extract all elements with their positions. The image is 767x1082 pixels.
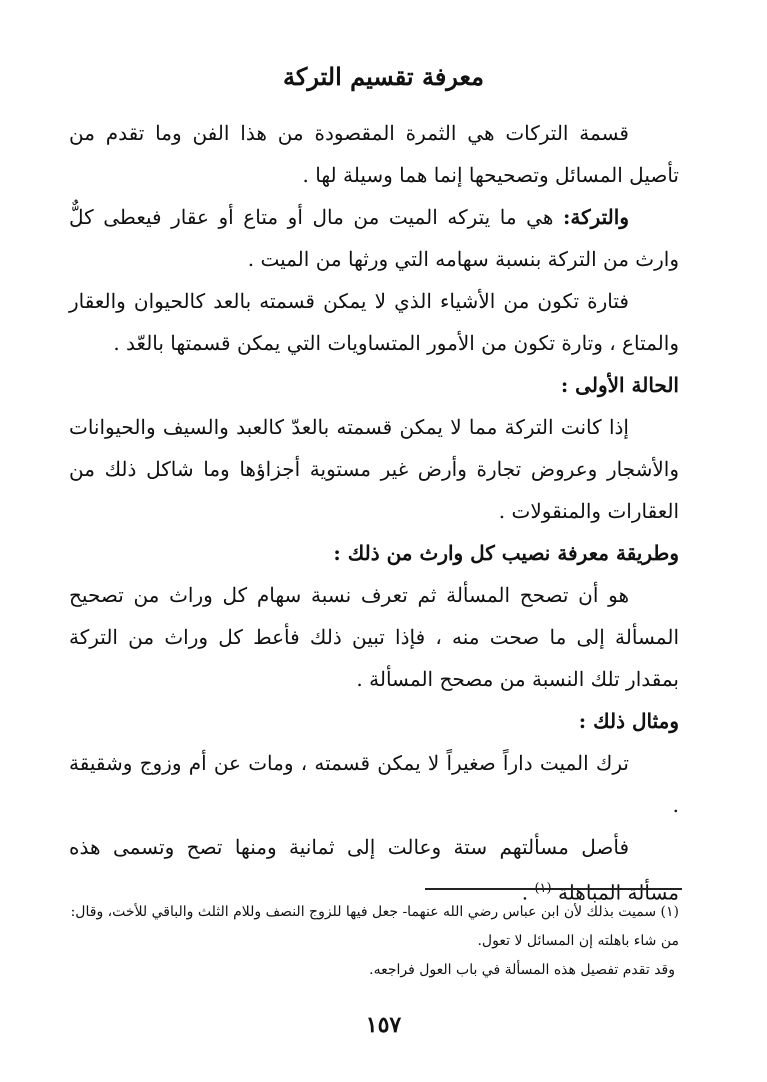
footnotes xyxy=(69,898,679,985)
paragraph-example: ترك الميت داراً صغيراً لا يمكن قسمته ، ومات عن أم وزوج وشقيقة . xyxy=(69,751,679,817)
paragraph-types: فتارة تكون من الأشياء الذي لا يمكن قسمته بالعد كالحيوان والعقار والمتاع ، وتارة تكون من الأمور المتساويات التي يمكن قسمتها بالعّد . xyxy=(69,289,679,355)
heading-example: ومثال ذلك : xyxy=(578,709,679,733)
term-label: والتركة: xyxy=(562,205,629,229)
paragraph-method: هو أن تصحح المسألة ثم تعرف نسبة سهام كل وراث من تصحيح المسألة إلى ما صحت منه ، فإذا تبين ذلك فأعط كل وراث من التركة بمقدار تلك النسبة من مصحح المسألة . xyxy=(69,583,679,691)
paragraph-intro: قسمة التركات هي الثمرة المقصودة من هذا الفن وما تقدم من تأصيل المسائل وتصحيحها إنما هما وسيلة لها . xyxy=(69,121,679,187)
paragraph-tarika-definition xyxy=(69,196,679,280)
heading-method: وطريقة معرفة نصيب كل وارث من ذلك : xyxy=(333,541,679,565)
page-title: معرفة تقسيم التركة xyxy=(283,62,484,91)
page-number: ١٥٧ xyxy=(365,1012,402,1038)
heading-first-case: الحالة الأولى : xyxy=(560,373,679,397)
term-definition: هي ما يتركه الميت من مال أو متاع أو عقار فيعطى كلٌّ وارث من التركة بنسبة سهامه التي ورثها من الميت . xyxy=(69,205,679,271)
mubahala-text: فأصل مسألتهم ستة وعالت إلى ثمانية ومنها تصح وتسمى هذه مسألة المباهلة xyxy=(69,835,679,905)
footnote-reference: (١) xyxy=(534,881,552,896)
paragraph-first-case: إذا كانت التركة مما لا يمكن قسمته بالعدّ كالعبد والسيف والحيوانات والأشجار وعروض تجارة وأرض غير مستوية أجزاؤها وما شاكل ذلك من العقارات والمنقولات . xyxy=(69,415,679,523)
footnote-1: (١) سميت بذلك لأن ابن عباس رضي الله عنهما- جعل فيها للزوج النصف وللام الثلث والباقي للأخت، وقال: من شاء باهلته إن المسائل لا تعول. xyxy=(70,904,679,949)
sentence-end: . xyxy=(521,880,529,905)
footnote-2: وقد تقدم تفصيل هذه المسألة في باب العول فراجعه. xyxy=(369,962,675,978)
main-text xyxy=(69,112,679,914)
footnote-divider xyxy=(425,888,682,890)
